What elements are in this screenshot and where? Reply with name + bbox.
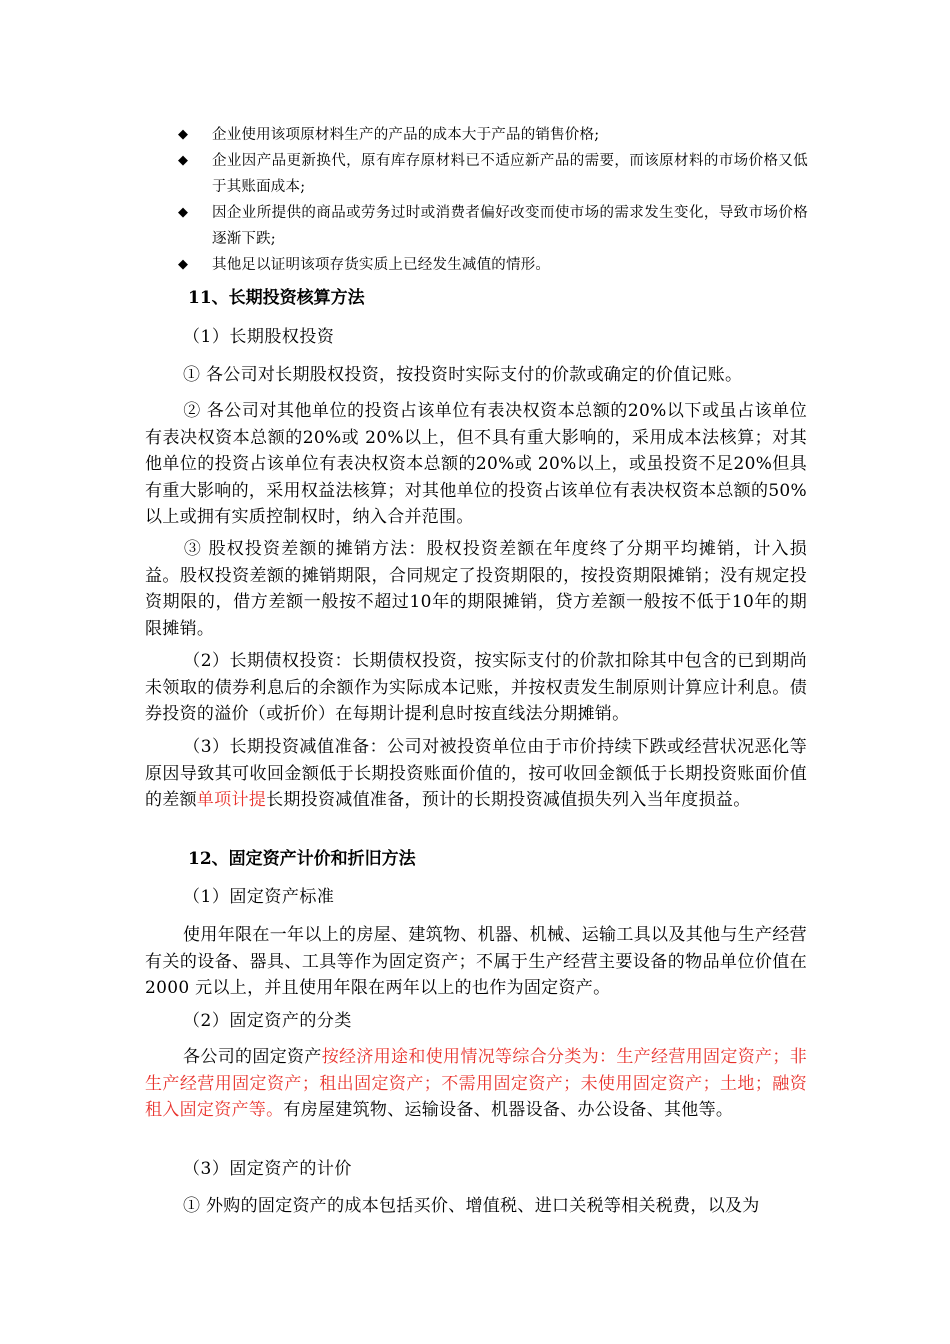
paragraph-text: 长期投资减值准备，预计的长期投资减值损失列入当年度损益。 (266, 790, 751, 810)
section-12-subheading-2: （2）固定资产的分类 (183, 1011, 352, 1031)
bullet-item (178, 122, 808, 148)
section-11-subheading-1: （1）长期股权投资 (183, 327, 335, 347)
paragraph-text: ② 各公司对其他单位的投资占该单位有表决权资本总额的20%以下或虽占该单位有表决权资本总额的20%或 20%以上，但不具有重大影响的，采用成本法核算；对其他单位的投资占该单位有表决权资本总额的20%或 20%以上，或虽投资不足20%但具有重大影响的，采用权益法核算；对其他单位的投资占该单位有表决权资本总额的50%以上或拥有实质控制权时，纳入合并范围。 (145, 401, 807, 527)
section-11-heading: 11、长期投资核算方法 (188, 288, 365, 308)
section-12-subheading-1: （1）固定资产标准 (183, 887, 335, 907)
paragraph-text: 有房屋建筑物、运输设备、机器设备、办公设备、其他等。 (283, 1100, 734, 1120)
bullet-text: 企业使用该项原材料生产的产品的成本大于产品的销售价格; (212, 127, 600, 143)
diamond-bullet-icon: ◆ (178, 257, 188, 272)
section-12-subheading-3: （3）固定资产的计价 (183, 1159, 352, 1179)
diamond-bullet-icon: ◆ (178, 127, 188, 142)
diamond-bullet-icon: ◆ (178, 153, 188, 168)
section-12-heading: 12、固定资产计价和折旧方法 (188, 849, 416, 869)
highlighted-text: 单项计提 (196, 790, 267, 810)
section-12-paragraph-3 (145, 1193, 807, 1220)
paragraph-text: 使用年限在一年以上的房屋、建筑物、机器、机械、运输工具以及其他与生产经营有关的设备、器具、工具等作为固定资产；不属于生产经营主要设备的物品单位价值在2000 元以上，并且使用年限在两年以上的也作为固定资产。 (145, 925, 807, 998)
section-11-paragraph-1 (145, 362, 807, 389)
section-12-paragraph-2 (145, 1044, 807, 1124)
paragraph-text: 各公司的固定资产 (183, 1047, 322, 1067)
bullet-item (178, 200, 808, 252)
section-11-paragraph-2 (145, 398, 807, 531)
bullet-item (178, 148, 808, 200)
paragraph-text: （2）长期债权投资：长期债权投资，按实际支付的价款扣除其中包含的已到期尚未领取的债券利息后的余额作为实际成本记账，并按权责发生制原则计算应计利息。债券投资的溢价（或折价）在每期计提利息时按直线法分期摊销。 (145, 651, 807, 724)
bullet-text: 企业因产品更新换代，原有库存原材料已不适应新产品的需要，而该原材料的市场价格又低于其账面成本; (212, 153, 808, 195)
bullet-text: 因企业所提供的商品或劳务过时或消费者偏好改变而使市场的需求发生变化，导致市场价格逐渐下跌; (212, 205, 808, 247)
paragraph-text: ① 外购的固定资产的成本包括买价、增值税、进口关税等相关税费，以及为 (183, 1196, 760, 1216)
bullet-text: 其他足以证明该项存货实质上已经发生减值的情形。 (212, 257, 551, 273)
section-11-paragraph-3 (145, 536, 807, 642)
paragraph-text: ① 各公司对长期股权投资，按投资时实际支付的价款或确定的价值记账。 (183, 365, 743, 385)
section-11-paragraph-4 (145, 648, 807, 728)
highlighted-text: 按经济用途和使用情况等综合分类为：生产经营用固定资产；非生产经营用固定资产；租出固定资产；不需用固定资产；未使用固定资产；土地；融资租入固定资产等。 (145, 1047, 807, 1120)
section-12-paragraph-1 (145, 922, 807, 1002)
diamond-bullet-icon: ◆ (178, 205, 188, 220)
section-11-paragraph-5 (145, 734, 807, 814)
bullet-list (178, 122, 808, 278)
paragraph-text: ③ 股权投资差额的摊销方法：股权投资差额在年度终了分期平均摊销，计入损益。股权投资差额的摊销期限，合同规定了投资期限的，按投资期限摊销；没有规定投资期限的，借方差额一般按不超过10年的期限摊销，贷方差额一般按不低于10年的期限摊销。 (145, 539, 807, 639)
paragraph-text: （3）长期投资减值准备：公司对被投资单位由于市价持续下跌或经营状况恶化等原因导致其可收回金额低于长期投资账面价值的，按可收回金额低于长期投资账面价值的差额 (145, 737, 807, 810)
bullet-item (178, 252, 808, 278)
